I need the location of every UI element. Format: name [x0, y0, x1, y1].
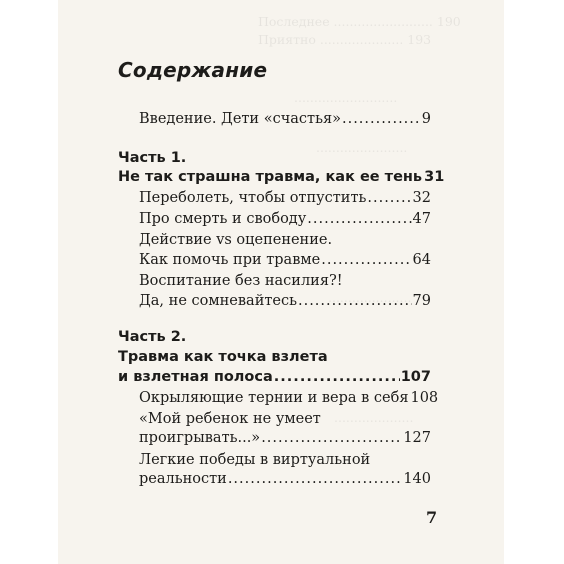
part-2-page: 107 — [400, 369, 431, 385]
show-through-text: Приятно ..................... 193 — [258, 32, 432, 47]
leader-dots — [261, 431, 402, 446]
toc-entry — [139, 390, 439, 406]
leader-dots — [321, 253, 411, 268]
leader-dots — [367, 191, 411, 206]
part-1-label: Часть 1. — [118, 150, 187, 166]
show-through-text: ..................... — [328, 290, 412, 305]
toc-entry-title-line2: реальности — [139, 471, 227, 487]
leader-dots — [342, 112, 421, 127]
part-1-page: 31 — [424, 169, 445, 185]
toc-entry-title: Введение. Дети «счастья» — [139, 111, 341, 127]
toc-entry-title: Как помочь при травме — [139, 252, 321, 268]
toc-entry-page: 127 — [403, 430, 431, 446]
toc-entry-title: Окрыляющие тернии и вера в себя — [139, 390, 409, 406]
show-through-text: Последнее ......................... 190 — [258, 14, 461, 29]
part-2-label: Часть 2. — [118, 329, 187, 345]
book-page — [58, 0, 504, 564]
toc-entry — [139, 212, 431, 227]
toc-entry — [139, 431, 431, 446]
show-through-text: ....................... — [316, 140, 408, 155]
toc-entry-title-line2: проигрывать...» — [139, 430, 261, 446]
toc-entry-intro — [139, 112, 431, 127]
toc-title: Содержание — [118, 58, 268, 82]
toc-entry-title: Да, не сомневайтесь — [139, 293, 297, 309]
part-1-heading — [118, 169, 445, 185]
toc-entry — [139, 253, 431, 268]
toc-entry-title: Воспитание без насилия?! — [139, 273, 343, 289]
toc-entry-title-line1: Легкие победы в виртуальной — [139, 452, 371, 468]
toc-entry — [139, 294, 431, 309]
toc-entry-title-line1: «Мой ребенок не умеет — [139, 411, 321, 427]
part-1-title: Не так страшна травма, как ее тень — [118, 169, 423, 185]
toc-entry-title: Переболеть, чтобы отпустить — [139, 190, 367, 206]
page-number: 7 — [426, 508, 438, 527]
toc-entry-page: 79 — [412, 293, 431, 309]
leader-dots — [298, 294, 412, 309]
leader-dots — [228, 472, 402, 487]
toc-entry — [139, 472, 431, 487]
toc-entry-title: Про смерть и свободу — [139, 211, 307, 227]
part-2-title-line1: Травма как точка взлета — [118, 349, 328, 365]
toc-entry-page: 140 — [403, 471, 431, 487]
toc-entry — [139, 191, 431, 206]
part-2-heading — [118, 370, 431, 385]
toc-entry-page: 64 — [412, 252, 431, 268]
toc-entry-page: 108 — [410, 390, 439, 406]
show-through-text: .................... — [334, 410, 414, 425]
leader-dots — [274, 370, 400, 385]
toc-entry-page: 9 — [421, 111, 431, 127]
toc-entry-page: 47 — [412, 211, 431, 227]
toc-entry-title: Действие vs оцепенение. — [139, 232, 333, 248]
show-through-text: .......................... — [294, 90, 398, 105]
leader-dots — [307, 212, 411, 227]
toc-entry-page: 32 — [412, 190, 431, 206]
part-2-title-line2: и взлетная полоса — [118, 369, 273, 385]
